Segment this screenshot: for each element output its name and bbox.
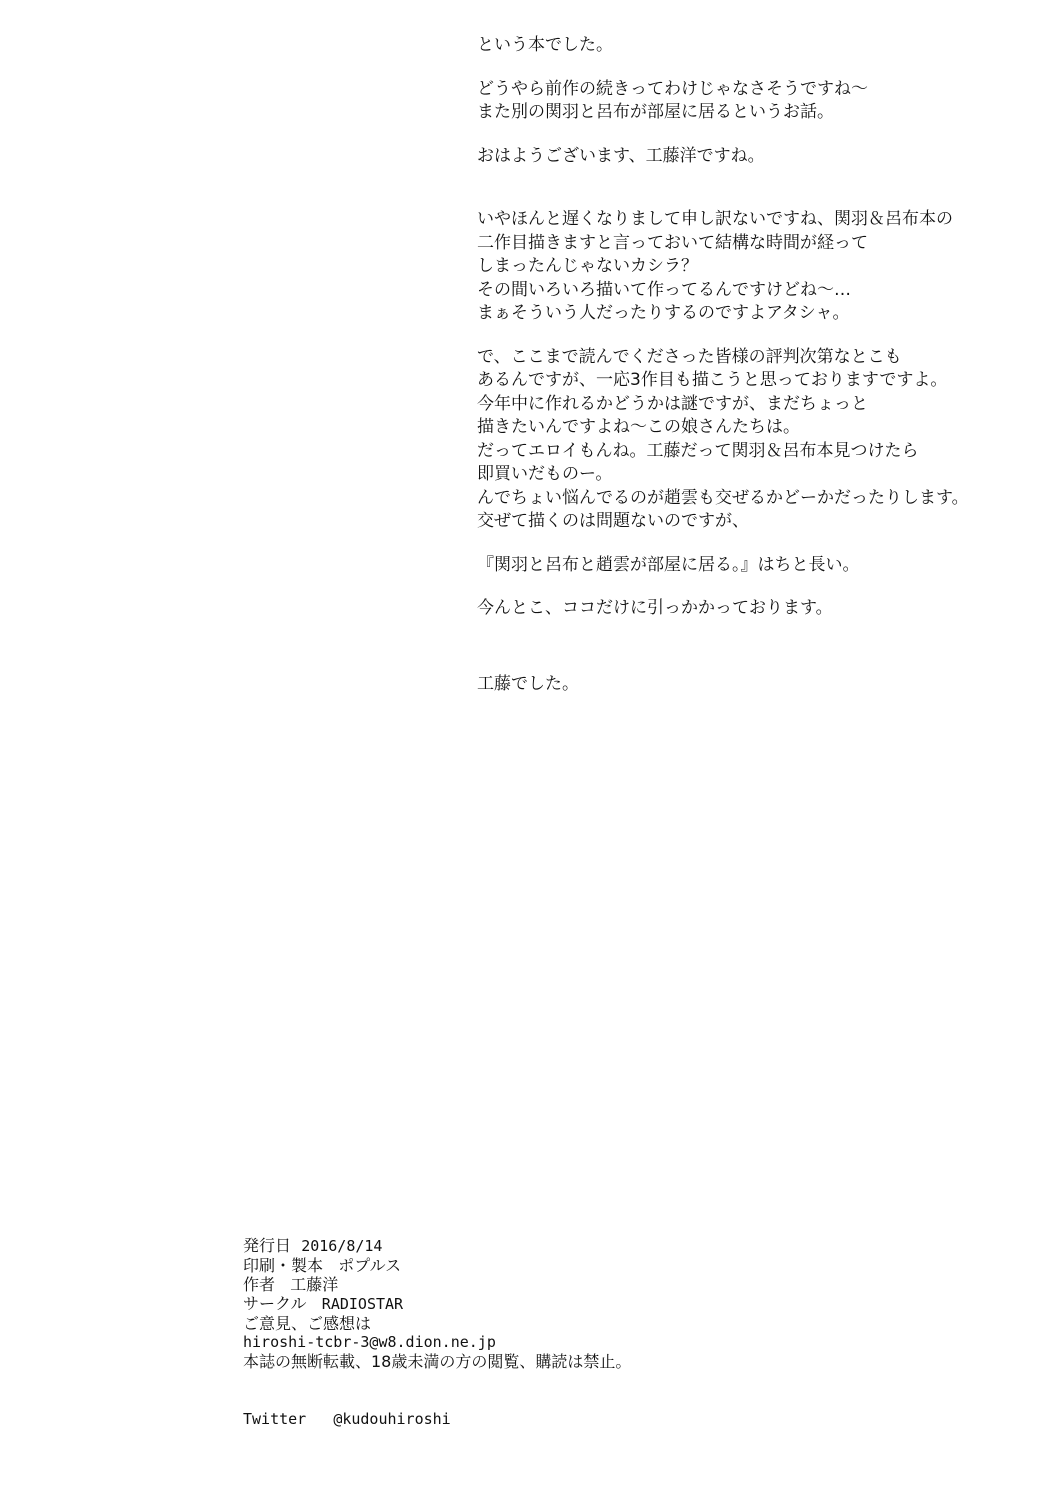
text-line: という本でした。 — [477, 35, 613, 55]
colophon — [243, 1236, 803, 1371]
paragraph-intro — [477, 34, 1037, 58]
paragraph-title-idea — [477, 554, 1037, 578]
paragraph-story — [477, 78, 1037, 125]
text-line: おはようございます、工藤洋ですね。 — [477, 145, 765, 166]
issue-date-label: 発行日 — [243, 1236, 292, 1255]
feedback-label: ご意見、ご感想は — [243, 1314, 372, 1333]
text-line: 『関羽と呂布と趙雲が部屋に居る。』はちと長い。 — [477, 554, 860, 575]
text-line: 描きたいんですよね～この娘さんたちは。 — [477, 417, 800, 437]
circle-label: サークル — [243, 1294, 307, 1313]
text-line: んでちょい悩んでるのが趙雲も交ぜるかどーかだったりします。 — [477, 487, 969, 508]
circle-value: RADIOSTAR — [321, 1295, 404, 1313]
paragraph-signoff — [477, 673, 1037, 697]
twitter-label: Twitter — [243, 1410, 307, 1428]
printer-label: 印刷・製本 — [243, 1256, 324, 1275]
twitter-handle: @kudouhiroshi — [333, 1410, 451, 1428]
printer — [243, 1256, 803, 1275]
paragraph-plans — [477, 346, 1037, 534]
text-line: また別の関羽と呂布が部屋に居るというお話。 — [477, 102, 834, 122]
circle — [243, 1294, 803, 1314]
text-line: で、ここまで読んでくださった皆様の評判次第なとこも — [477, 346, 902, 367]
text-line: いやほんと遅くなりまして申し訳ないですね、関羽＆呂布本の — [477, 209, 953, 229]
afterword-text — [477, 34, 1037, 696]
issue-date-value: 2016/8/14 — [301, 1237, 383, 1255]
paragraph-greeting — [477, 145, 1037, 169]
paragraph-concern — [477, 597, 1037, 621]
text-line: しまったんじゃないカシラ？ — [477, 256, 698, 276]
text-line: 今年中に作れるかどうかは謎ですが、まだちょっと — [477, 393, 868, 414]
text-line: 今んとこ、ココだけに引っかかっております。 — [477, 598, 833, 618]
author — [243, 1275, 803, 1294]
issue-date — [243, 1236, 803, 1256]
text-line: 即買いだものー。 — [477, 464, 613, 484]
text-line: だってエロイもんね。工藤だって関羽＆呂布本見つけたら — [477, 440, 919, 461]
author-value: 工藤洋 — [290, 1275, 339, 1294]
text-line: 工藤でした。 — [477, 673, 579, 694]
author-label: 作者 — [243, 1275, 276, 1294]
printer-value: ポプルス — [338, 1256, 402, 1275]
text-line: あるんですが、一応3作目も描こうと思っておりますですよ。 — [477, 370, 948, 390]
text-line: まぁそういう人だったりするのですよアタシャ。 — [477, 303, 850, 323]
copyright-notice: 本誌の無断転載、18歳未満の方の閲覧、購読は禁止。 — [243, 1352, 632, 1371]
twitter-line — [243, 1410, 451, 1428]
paragraph-apology — [477, 208, 1037, 326]
text-line: 交ぜて描くのは問題ないのですが、 — [477, 511, 749, 531]
contact-email: hiroshi-tcbr-3@w8.dion.ne.jp — [243, 1333, 496, 1351]
text-line: どうやら前作の続きってわけじゃなさそうですね～ — [477, 78, 868, 99]
text-line: その間いろいろ描いて作ってるんですけどね～… — [477, 279, 851, 300]
text-line: 二作目描きますと言っておいて結構な時間が経って — [477, 232, 868, 253]
